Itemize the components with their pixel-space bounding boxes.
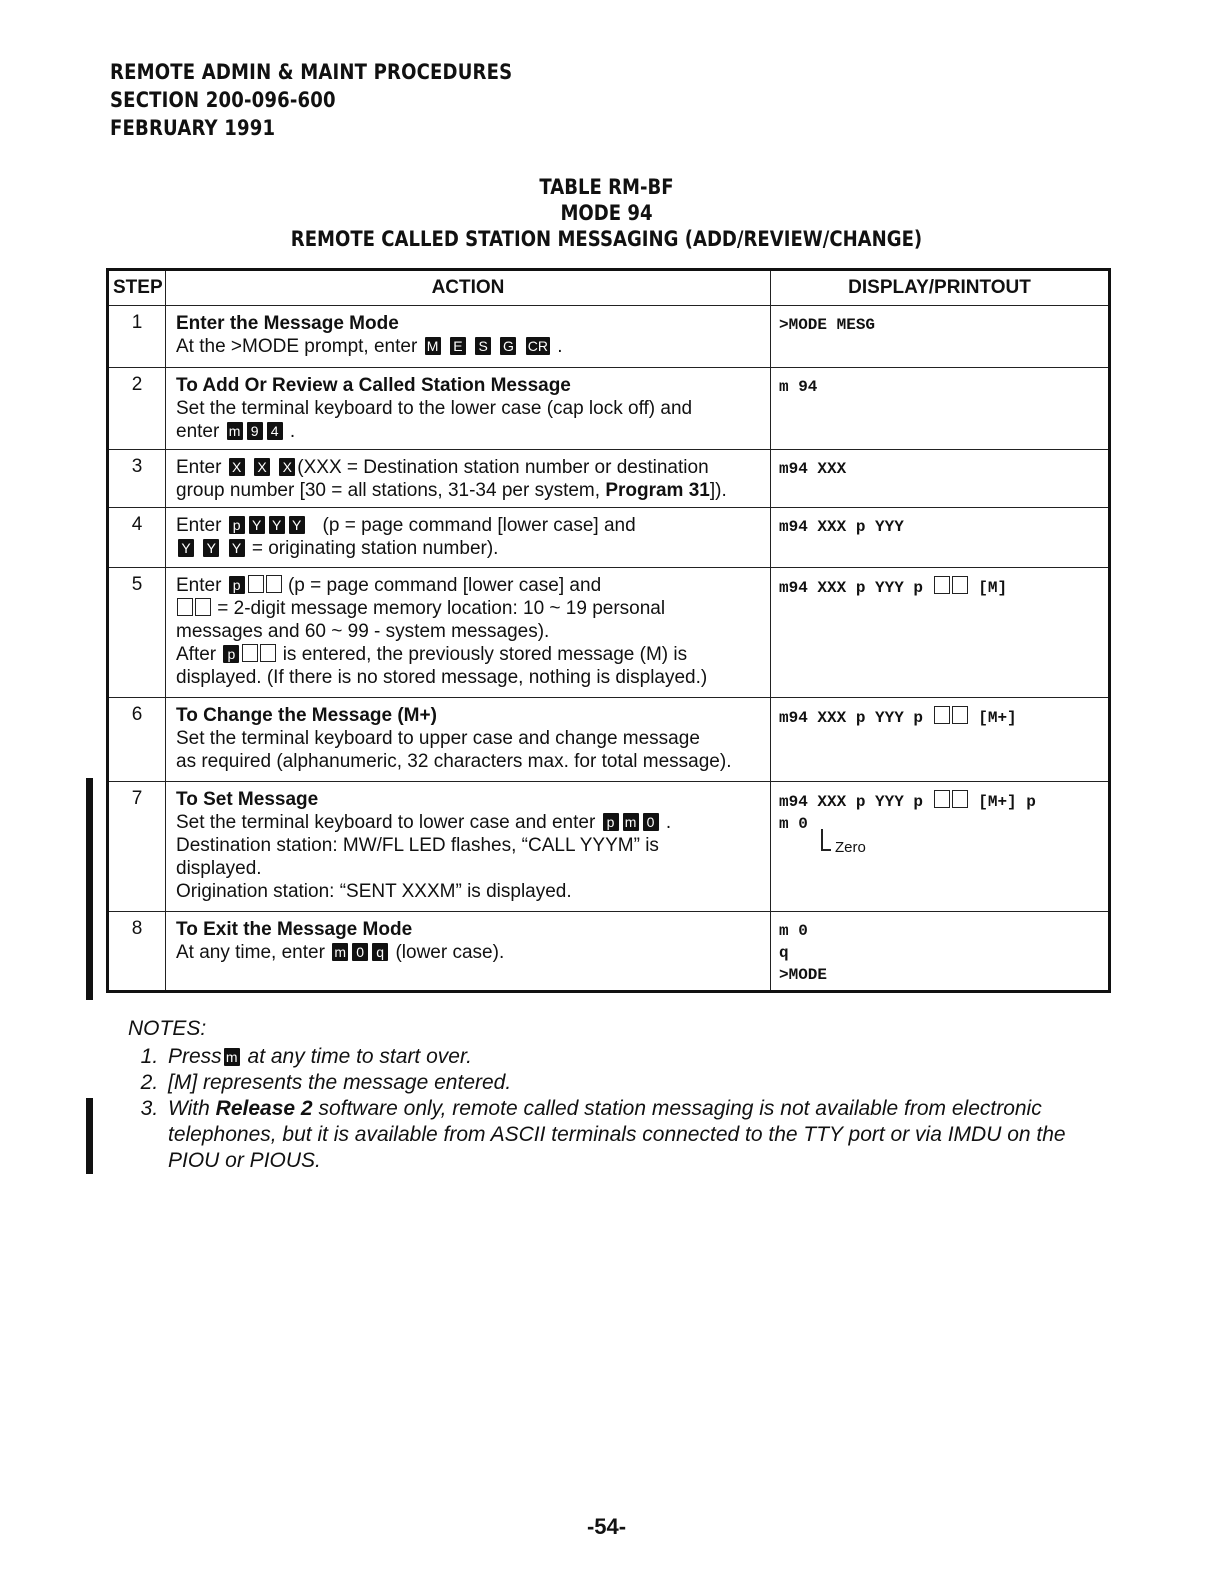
action-text: is entered, the previously stored message (M) is: [282, 644, 688, 665]
key-cap: X: [229, 458, 245, 476]
action-cell: [166, 508, 771, 568]
action-cell: [166, 568, 771, 698]
action-cell: [166, 306, 771, 368]
key-cap: 0: [643, 813, 659, 831]
table-row: [108, 912, 1110, 992]
notes-section: [128, 1016, 1108, 1174]
display-text: [M]: [978, 579, 1008, 597]
digit-box: [952, 576, 968, 594]
display-output: [771, 782, 1110, 912]
title-line-2: MODE 94: [560, 201, 653, 225]
document-header: [110, 58, 512, 142]
note-text: With: [168, 1097, 210, 1120]
step-heading: Enter the Message Mode: [176, 313, 399, 334]
header-line-2: SECTION 200-096-600: [110, 88, 336, 112]
key-cap: Y: [178, 539, 194, 557]
pointer-line: [821, 829, 831, 851]
display-text: q: [779, 944, 789, 962]
digit-box: [952, 706, 968, 724]
key-cap: p: [603, 813, 619, 831]
key-cap: 4: [267, 422, 283, 440]
key-cap: X: [279, 458, 295, 476]
key-cap: CR: [527, 338, 548, 354]
step-number: 1: [108, 306, 166, 368]
key-cap: m: [623, 813, 639, 831]
title-line-1: TABLE RM-BF: [539, 175, 674, 199]
action-text: (XXX = Destination station number or destination: [297, 457, 709, 478]
key-cap: X: [254, 458, 270, 476]
display-output: [771, 912, 1110, 992]
action-text: Enter: [176, 515, 222, 536]
display-output: [771, 568, 1110, 698]
procedure-table: [106, 268, 1111, 993]
header-step: STEP: [108, 270, 166, 306]
header-display: DISPLAY/PRINTOUT: [771, 270, 1110, 306]
action-text: group number [30 = all stations, 31-34 per system,: [176, 480, 601, 501]
step-number: 6: [108, 698, 166, 782]
table-row: [108, 306, 1110, 368]
step-number: 4: [108, 508, 166, 568]
table-title: [150, 174, 1063, 252]
note-text: Press: [168, 1045, 222, 1068]
digit-box: [260, 644, 276, 662]
key-cap: Y: [229, 539, 245, 557]
key-cap: m: [224, 1048, 240, 1066]
action-text: Set the terminal keyboard to upper case and change message: [176, 728, 700, 749]
step-number: 7: [108, 782, 166, 912]
action-text: as required (alphanumeric, 32 characters max. for total message).: [176, 751, 732, 772]
digit-box: [266, 575, 282, 593]
display-text: m 0: [779, 922, 808, 940]
key-cap: E: [450, 337, 466, 355]
key-cap: M: [425, 337, 441, 355]
digit-box: [242, 644, 258, 662]
table-row: [108, 450, 1110, 508]
step-heading: To Change the Message (M+): [176, 705, 437, 726]
action-text: .: [665, 812, 672, 833]
display-text: [M+] p: [978, 793, 1036, 811]
key-cap: m: [227, 422, 243, 440]
table-row: [108, 368, 1110, 450]
table-row: [108, 508, 1110, 568]
note-item: [164, 1044, 1108, 1070]
table-row: [108, 698, 1110, 782]
action-text: displayed.: [176, 858, 262, 879]
action-text: After: [176, 644, 217, 665]
digit-box: [934, 706, 950, 724]
action-text: Set the terminal keyboard to lower case and enter: [176, 812, 596, 833]
table-header-row: [108, 270, 1110, 306]
key-cap: Y: [289, 516, 305, 534]
action-text: Destination station: MW/FL LED flashes, “CALL YYYM” is: [176, 835, 659, 856]
display-text: m94 XXX p YYY p: [779, 793, 924, 811]
note-text: at any time to start over.: [247, 1045, 473, 1068]
action-text: (p = page command [lower case] and: [322, 515, 636, 536]
action-text: Set the terminal keyboard to the lower case (cap lock off) and: [176, 398, 693, 419]
action-cell: [166, 450, 771, 508]
key-cap: p: [229, 576, 245, 594]
action-text: ]).: [709, 480, 727, 501]
action-text: Enter: [176, 457, 222, 478]
notes-title: NOTES:: [128, 1017, 207, 1040]
zero-label: Zero: [835, 839, 866, 856]
action-text: At any time, enter: [176, 942, 325, 963]
action-text: (p = page command [lower case] and: [287, 575, 602, 596]
step-number: 2: [108, 368, 166, 450]
note-item: [164, 1096, 1108, 1174]
key-cap: Y: [249, 516, 265, 534]
title-line-3: REMOTE CALLED STATION MESSAGING (ADD/REVIEW/CHANGE): [290, 227, 923, 251]
action-text: .: [557, 336, 563, 357]
program-reference: Program 31: [605, 480, 710, 501]
display-output: [771, 698, 1110, 782]
key-cap: p: [223, 645, 239, 663]
action-text: Origination station: “SENT XXXM” is displayed.: [176, 881, 572, 902]
action-text: enter: [176, 421, 220, 442]
action-text: displayed. (If there is no stored message, nothing is displayed.): [176, 667, 708, 688]
action-text: .: [289, 421, 296, 442]
display-output: m94 XXX p YYY: [771, 508, 1110, 568]
digit-box: [934, 576, 950, 594]
display-text: m 0: [779, 815, 808, 833]
display-text: [M+]: [978, 709, 1017, 727]
key-cap: Y: [269, 516, 285, 534]
header-line-1: REMOTE ADMIN & MAINT PROCEDURES: [110, 60, 513, 84]
action-text: = originating station number).: [251, 538, 499, 559]
key-cap: 9: [247, 422, 263, 440]
action-cell: [166, 698, 771, 782]
digit-box: [952, 790, 968, 808]
digit-box: [248, 575, 264, 593]
step-number: 5: [108, 568, 166, 698]
action-cell: [166, 368, 771, 450]
digit-box: [195, 598, 211, 616]
key-cap: S: [475, 337, 491, 355]
key-cap: 0: [352, 943, 368, 961]
key-cap: p: [229, 516, 245, 534]
note-item: 2. [M] represents the message entered.: [164, 1070, 1108, 1096]
digit-box: [177, 598, 193, 616]
action-text: (lower case).: [395, 942, 505, 963]
page-number: -54-: [586, 1514, 627, 1539]
header-line-3: FEBRUARY 1991: [110, 116, 276, 140]
action-text: At the >MODE prompt, enter: [176, 336, 418, 357]
display-text: m94 XXX p YYY p: [779, 709, 924, 727]
release-label: Release 2: [215, 1097, 313, 1120]
display-output: m 94: [771, 368, 1110, 450]
key-cap: q: [372, 943, 388, 961]
display-text: >MODE: [779, 966, 828, 984]
action-cell: [166, 782, 771, 912]
note-text: software only, remote called station messaging is not available from electronic telephones, but it is available from ASCII terminals connected to the TTY port or via IMDU on the PIOU or PIOUS.: [168, 1097, 1066, 1172]
table-row: [108, 782, 1110, 912]
step-heading: To Add Or Review a Called Station Message: [176, 375, 571, 396]
header-action: ACTION: [166, 270, 771, 306]
action-text: messages and 60 ~ 99 - system messages).: [176, 621, 550, 642]
key-cap: m: [332, 943, 348, 961]
step-number: 3: [108, 450, 166, 508]
key-cap: G: [500, 337, 516, 355]
digit-box: [934, 790, 950, 808]
change-bar: [86, 1098, 93, 1174]
display-output: >MODE MESG: [771, 306, 1110, 368]
change-bar: [86, 778, 93, 1000]
step-heading: To Exit the Message Mode: [176, 919, 413, 940]
display-text: m94 XXX p YYY p: [779, 579, 924, 597]
step-number: 8: [108, 912, 166, 992]
action-cell: [166, 912, 771, 992]
table-row: [108, 568, 1110, 698]
action-text: = 2-digit message memory location: 10 ~ 19 personal: [217, 598, 666, 619]
key-cap: Y: [203, 539, 219, 557]
display-output: m94 XXX: [771, 450, 1110, 508]
action-text: Enter: [176, 575, 222, 596]
step-heading: To Set Message: [176, 789, 319, 810]
